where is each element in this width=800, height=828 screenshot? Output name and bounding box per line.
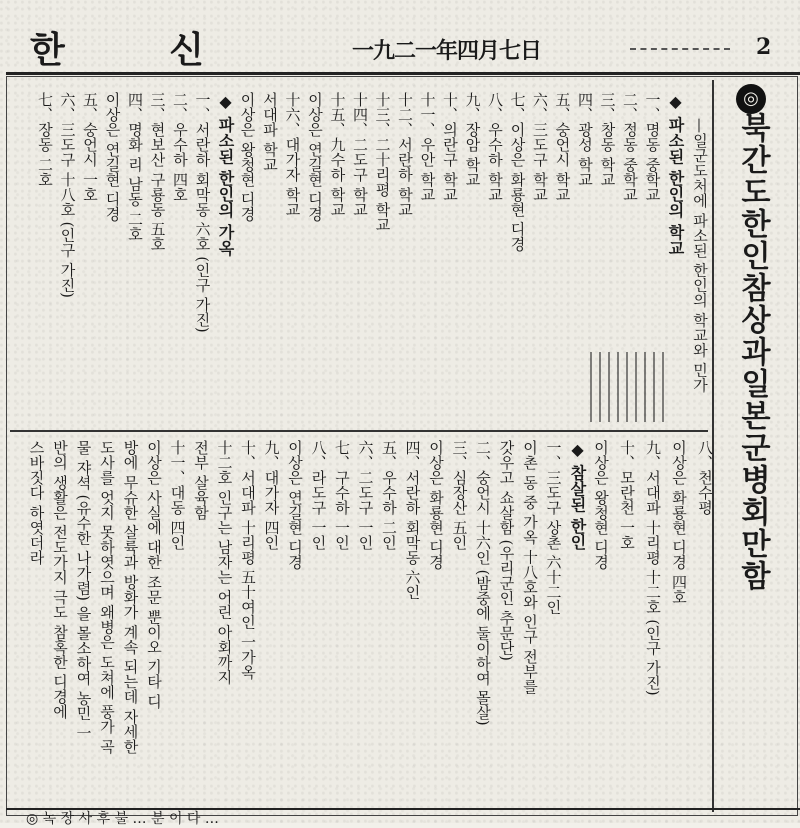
top-columns-line: 十一、우안 학교 [418, 92, 437, 202]
bottom-columns-line: 四、서란하 회막동 六인 [403, 440, 422, 600]
right-tail-line: 九、서대파 十리평 十二호 (인구 가진) [644, 440, 662, 696]
right-tail-line: 이상은 왕청현 디경 [592, 440, 610, 570]
bottom-columns-line: 六、二도구 一인 [356, 440, 375, 550]
top-columns-line: 六、三도구 十八호 (인구 가진) [58, 92, 77, 299]
bottom-columns-line: 九、대가자 四인 [262, 440, 281, 550]
top-columns-line: 十、의란구 학교 [441, 92, 459, 202]
top-columns-line: 十三、二十리평 학교 [373, 92, 392, 232]
issue-date: 一九二一年四月七日 [352, 38, 542, 64]
article-headline: 북간도한인참상과일본군병회만함 [735, 112, 770, 592]
top-columns-line: 十四、二도구 학교 [351, 92, 369, 217]
top-columns-line: 六、三도구 학교 [531, 92, 549, 202]
top-columns-line: 三、창동 학교 [598, 92, 617, 187]
bottom-columns-line: 갓우고 쇼살함 (우리군인 추문단) [497, 440, 516, 662]
bottom-columns-line: 十、서대파 十리평 五十여인 一가옥 [239, 440, 257, 680]
top-columns-line: 十二、서란하 학교 [396, 92, 414, 217]
top-columns-line: 三、현보산 구룡동 五호 [148, 92, 167, 252]
top-columns-line: 이상은 연길현 디경 [306, 92, 324, 222]
top-columns-line: 一、명동 중학교 [643, 92, 662, 202]
top-columns-line: 一、서란하 회막동 六호 (인구 가진) [193, 92, 212, 333]
bottom-columns-line: 五、우수하 二인 [380, 440, 398, 550]
bottom-columns-line: 一、三도구 상촌 六十二인 [544, 440, 563, 615]
top-columns-line: 二、우수하 四호 [171, 92, 189, 202]
masthead-title: 한 신 [30, 29, 251, 71]
top-columns-line: 七、이상은 화룡현 디경 [508, 92, 527, 252]
right-tail-line: 이상은 화룡현 디경 四호 [670, 440, 688, 605]
bottom-columns-line: 이촌 동 중 가옥 十八호와 인구 전부를 [521, 440, 539, 694]
top-columns-line: 十六、대가자 학교 [283, 92, 302, 217]
bottom-columns-line: ◆ 참살된 한인 [568, 440, 587, 551]
bottom-columns-line: 十一、대동 四인 [168, 440, 187, 550]
top-columns-line: 四、명화 리 남동 二호 [126, 92, 144, 242]
top-columns-line: 七、장동 二호 [36, 92, 54, 187]
bottom-columns-line: 이상은 사실에 대한 조문 뿐이오 기타 디 [145, 440, 163, 709]
ink-smudge [590, 352, 668, 422]
bottom-columns-line: 스바짓다 하엿더라 [27, 440, 46, 565]
top-columns-line: 五、숭언시 학교 [553, 92, 572, 202]
bottom-columns-line: 물 쟈셕 (유수한 나가렴) 을 몰소하여 농민 一 [74, 440, 93, 741]
bottom-columns-line: 반의 생활은 전도가지 극도 참혹한 디경에 [51, 440, 69, 719]
bottom-columns-line: 七、구수하 一인 [333, 440, 351, 550]
bottom-columns-line: 이상은 연길현 디경 [286, 440, 304, 570]
masthead-rule [630, 48, 730, 50]
top-columns-line: 九、장암 학교 [463, 92, 482, 187]
bottom-columns-line: 十二호 인구는 남자는 어린 아회까지 [215, 440, 234, 685]
top-columns-line: 이상은 왕청현 디경 [238, 92, 257, 222]
bottom-columns-line: 도사를 엇지 못하엿으며 왜병은 도쳐에 풍가 곡 [98, 440, 116, 754]
section-divider [10, 430, 708, 432]
top-columns-line: 서대파 학교 [261, 92, 279, 172]
masthead-divider [6, 72, 800, 75]
top-columns-line: ◆ 파소된 한인의 가옥 [216, 92, 235, 256]
headline-mark-icon: ◎ [736, 84, 766, 114]
footer-text: ◎ 녹 장 사 후 불 … 분 이 다 … [26, 811, 219, 827]
top-columns-line: 이상은 연길현 디경 [103, 92, 122, 222]
bottom-columns-line: 八、라도구 一인 [309, 440, 328, 550]
right-tail-line: 八、천수평 [696, 440, 714, 515]
top-columns-line: 五、숭언시 一호 [81, 92, 99, 202]
bottom-columns-line: 二、숭언시 十六인 (밤중에 둘이하여 몰살) [474, 440, 492, 726]
right-tail-line: 十、모란천 一호 [618, 440, 636, 550]
bottom-columns-line: 三、심장산 五인 [450, 440, 469, 550]
bottom-columns-line: 전부 살육함 [192, 440, 210, 520]
page-number: 2 [756, 34, 772, 60]
top-columns-line: 八、우수하 학교 [486, 92, 504, 202]
article-subheading: —일군도처에 파소된 한인의 학교와 민가 [691, 118, 709, 393]
top-columns-line: 二、정동 중학교 [621, 92, 639, 202]
top-columns-line: 十五、九수하 학교 [328, 92, 347, 217]
bottom-columns-line: 방에 무슈한 살륙과 방화가 계속 되는데 자세한 [121, 440, 140, 754]
top-columns-line: ◆ 파소된 한인의 학교 [666, 92, 685, 256]
bottom-columns-line: 이상은 화룡현 디경 [427, 440, 445, 570]
top-columns-line: 四、광성 학교 [576, 92, 594, 187]
